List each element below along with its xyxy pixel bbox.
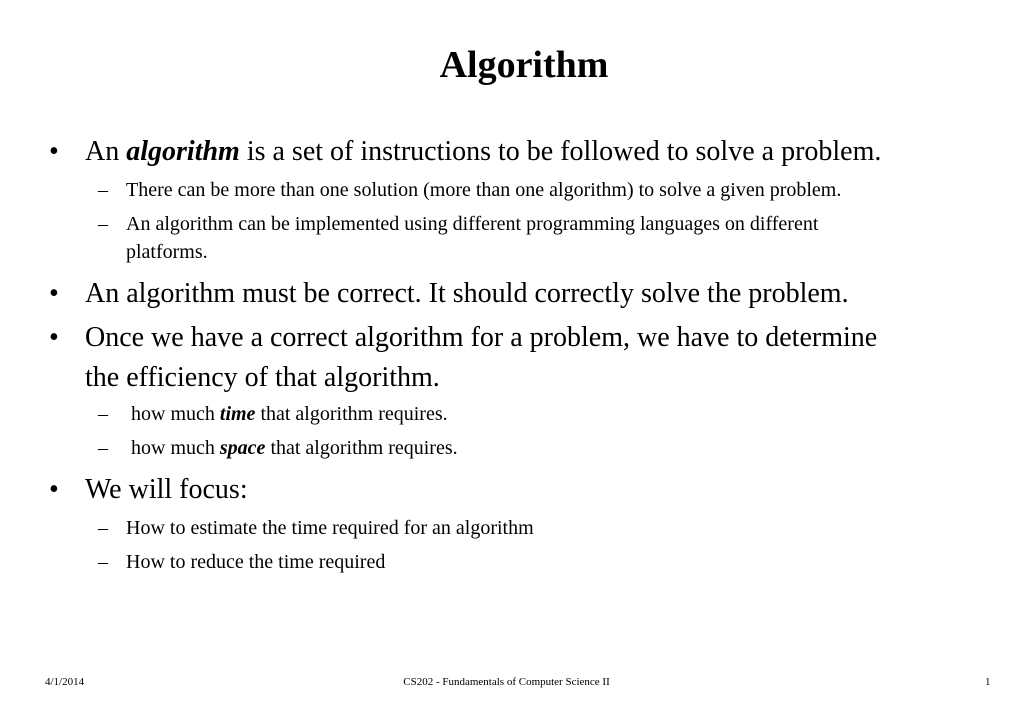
sub-bullet-multiple-solutions bbox=[98, 176, 842, 204]
bullet-icon: • bbox=[49, 322, 59, 353]
bullet-text-suffix: is a set of instructions to be followed to solve a problem. bbox=[239, 136, 882, 167]
dash-icon: – bbox=[98, 551, 108, 573]
bullet-item-focus bbox=[49, 470, 248, 510]
dash-icon: – bbox=[98, 437, 108, 459]
bullet-emphasis-algorithm: algorithm bbox=[126, 136, 240, 167]
sub-bullet-implementation-continued bbox=[126, 238, 208, 266]
bullet-text-prefix: An bbox=[85, 136, 127, 167]
dash-icon: – bbox=[98, 403, 108, 425]
sub-bullet-text: How to reduce the time required bbox=[126, 551, 386, 573]
bullet-item-definition bbox=[49, 132, 882, 172]
sub-bullet-estimate-time bbox=[98, 514, 534, 542]
bullet-text: We will focus: bbox=[85, 474, 248, 505]
bullet-icon: • bbox=[49, 136, 59, 167]
footer-date: 4/1/2014 bbox=[45, 676, 85, 688]
sub-bullet-time bbox=[98, 400, 448, 428]
bullet-item-efficiency-continued bbox=[85, 358, 440, 398]
sub-bullet-text-suffix: that algorithm requires. bbox=[265, 437, 458, 459]
sub-bullet-emphasis-space: space bbox=[219, 437, 266, 459]
sub-bullet-reduce-time bbox=[98, 548, 386, 576]
bullet-item-correctness bbox=[49, 274, 849, 314]
bullet-text-line2: the efficiency of that algorithm. bbox=[85, 362, 440, 393]
footer-course-title: CS202 - Fundamentals of Computer Science II bbox=[403, 676, 610, 688]
dash-icon: – bbox=[98, 517, 108, 539]
sub-bullet-text-line2: platforms. bbox=[126, 241, 208, 263]
sub-bullet-space bbox=[98, 434, 458, 462]
dash-icon: – bbox=[98, 213, 108, 235]
footer-page-number: 1 bbox=[985, 676, 991, 688]
sub-bullet-emphasis-time: time bbox=[219, 403, 256, 425]
dash-icon: – bbox=[98, 179, 108, 201]
sub-bullet-text-suffix: that algorithm requires. bbox=[255, 403, 448, 425]
bullet-item-efficiency bbox=[49, 318, 878, 358]
sub-bullet-text-prefix: how much bbox=[131, 403, 220, 425]
sub-bullet-text-prefix: how much bbox=[131, 437, 220, 459]
slide-title: Algorithm bbox=[439, 44, 609, 86]
bullet-text-line1: Once we have a correct algorithm for a problem, we have to determine bbox=[85, 322, 878, 353]
sub-bullet-text: How to estimate the time required for an algorithm bbox=[126, 517, 534, 539]
sub-bullet-text-line1: An algorithm can be implemented using different programming languages on different bbox=[126, 213, 819, 235]
bullet-text: An algorithm must be correct. It should correctly solve the problem. bbox=[85, 278, 849, 309]
sub-bullet-implementation bbox=[98, 210, 819, 238]
sub-bullet-text: There can be more than one solution (more than one algorithm) to solve a given problem. bbox=[126, 179, 842, 201]
bullet-icon: • bbox=[49, 278, 59, 309]
bullet-icon: • bbox=[49, 474, 59, 505]
